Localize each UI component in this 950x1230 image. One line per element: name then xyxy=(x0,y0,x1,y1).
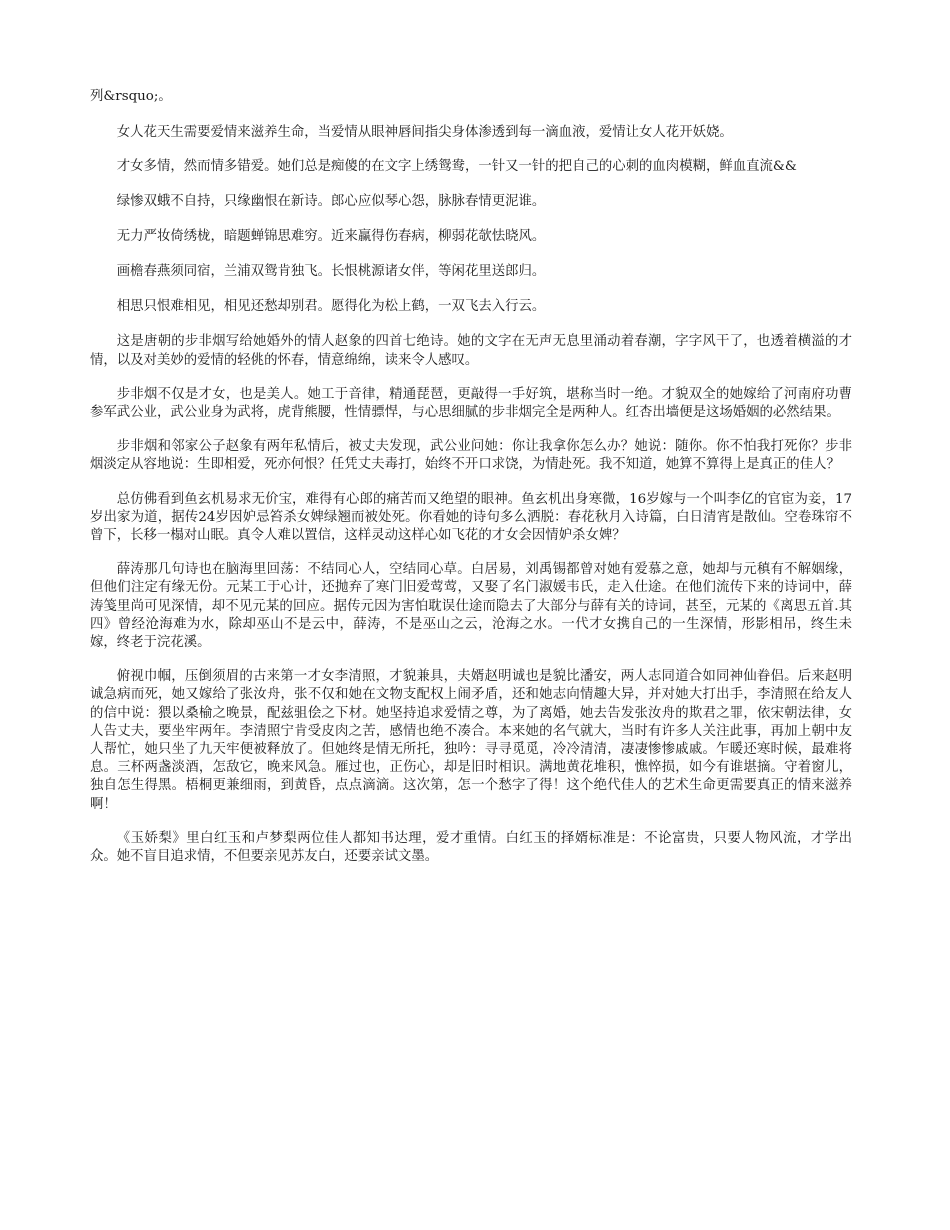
paragraph: 步非烟和邻家公子赵象有两年私情后，被丈夫发现，武公业问她：你让我拿你怎么办？她说：随你。你不怕我打死你？步非烟淡定从容地说：生即相爱，死亦何恨？任凭丈夫毒打，始终不开口求饶，为情赴死。我不知道，她算不算得上是真正的佳人？ xyxy=(90,439,852,473)
poem-line: 相思只恨难相见，相见还愁却别君。愿得化为松上鹤，一双飞去入行云。 xyxy=(116,299,546,315)
poem-line: 画檐春燕须同宿，兰浦双鸳肯独飞。长恨桃源诸女伴，等闲花里送郎归。 xyxy=(116,264,546,280)
paragraph: 这是唐朝的步非烟写给她婚外的情人赵象的四首七绝诗。她的文字在无声无息里涌动着春潮，字字风干了，也透着横溢的才情，以及对美妙的爱情的轻佻的怀春，情意绵绵，读来令人感叹。 xyxy=(90,334,852,368)
paragraph: 俯视巾帼，压倒须眉的古来第一才女李清照，才貌兼具，夫婿赵明诚也是貌比潘安，两人志同道合如同神仙眷侣。后来赵明诚急病而死，她又嫁给了张汝舟，张不仅和她在文物支配权上闹矛盾，还和她志向情趣大异，并对她大打出手，李清照在给友人的信中说：猥以桑榆之晚景，配兹驵侩之下材。她坚持追求爱情之尊，为了离婚，她去告发张汝舟的欺君之罪，依宋朝法律，女人告丈夫，要坐牢两年。李清照宁肯受皮肉之苦，感情也绝不凑合。本来她的名气就大，当时有许多人关注此事，再加上朝中友人帮忙，她只坐了九天牢便被释放了。但她终是情无所托，独吟：寻寻觅觅，冷冷清清，凄凄惨惨戚戚。乍暖还寒时候，最难将息。三杯两盏淡酒，怎敌它，晚来风急。雁过也，正伤心，却是旧时相识。满地黄花堆积，憔悴损，如今有谁堪摘。守着窗儿，独自怎生得黑。梧桐更兼细雨，到黄昏，点点滴滴。这次第，怎一个愁字了得！这个绝代佳人的艺术生命更需要真正的情来滋养啊！ xyxy=(90,669,852,812)
article-body xyxy=(90,88,852,882)
paragraph: 薛涛那几句诗也在脑海里回荡：不结同心人，空结同心草。白居易，刘禹锡都曾对她有爱慕之意，她却与元稹有不解姻缘，但他们注定有缘无份。元某工于心计，还抛弃了寒门旧爱莺莺，又娶了名门淑媛韦氏，走入仕途。在他们流传下来的诗词中，薛涛笺里尚可见深情，却不见元某的回应。据传元因为害怕耽误仕途而隐去了大部分与薛有关的诗词，甚至，元某的《离思五首.其四》曾经沧海难为水，除却巫山不是云中，薛涛，不是巫山之云，沧海之水。一代才女携自己的一生深情，形影相吊，终生未嫁，终老于浣花溪。 xyxy=(90,562,852,651)
paragraph: 总仿佛看到鱼玄机易求无价宝，难得有心郎的痛苦而又绝望的眼神。鱼玄机出身寒微，16岁嫁与一个叫李亿的官宦为妾，17岁出家为道，据传24岁因妒忌笞杀女婢绿翘而被处死。你看她的诗句多么洒脱：春花秋月入诗篇，白日清宵是散仙。空卷珠帘不曾下，长移一榻对山眠。真令人难以置信，这样灵动这样心如飞花的才女会因情妒杀女婢？ xyxy=(90,491,852,544)
paragraph: 女人花天生需要爱情来滋养生命，当爱情从眼神唇间指尖身体渗透到每一滴血液，爱情让女人花开妖娆。 xyxy=(116,125,733,141)
paragraph: 列&rsquo;。 xyxy=(90,89,172,104)
paragraph: 步非烟不仅是才女，也是美人。她工于音律，精通琵琶，更敲得一手好筑，堪称当时一绝。才貌双全的她嫁给了河南府功曹参军武公业，武公业身为武将，虎背熊腰，性情骠悍，与心思细腻的步非烟完全是两种人。红杏出墙便是这场婚姻的必然结果。 xyxy=(90,386,852,421)
poem-line: 无力严妆倚绣栊，暗题蝉锦思难穷。近来赢得伤春病，柳弱花欹怯晓风。 xyxy=(116,228,546,244)
poem-line: 绿惨双蛾不自持，只缘幽恨在新诗。郎心应似琴心怨，脉脉春情更泥谁。 xyxy=(116,193,546,209)
paragraph: 《玉娇梨》里白红玉和卢梦梨两位佳人都知书达理，爱才重情。白红玉的择婿标准是：不论富贵，只要人物风流，才学出众。她不盲目追求情，不但要亲见苏友白，还要亲试文墨。 xyxy=(90,830,852,865)
paragraph: 才女多情，然而情多错爱。她们总是痴傻的在文字上绣鸳鸯，一针又一针的把自己的心刺的血肉模糊，鲜血直流&& xyxy=(116,159,797,175)
